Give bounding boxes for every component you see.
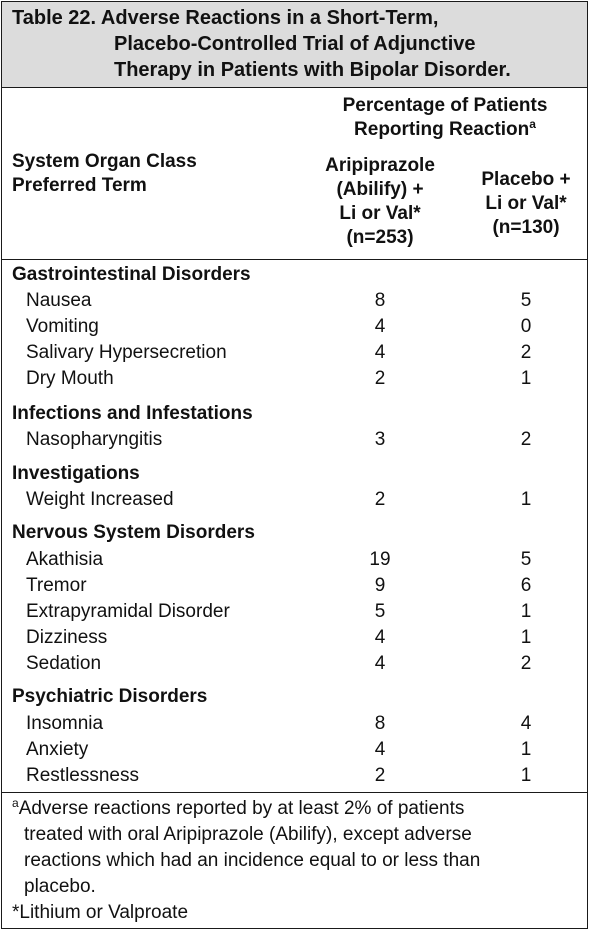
aripiprazole-header-line-1: Aripiprazole: [325, 155, 435, 176]
footnote-a-line-3: reactions which had an incidence equal to or less than: [24, 850, 481, 871]
placebo-header-line-3: (n=130): [492, 217, 560, 238]
preferred-term: Nausea: [26, 290, 92, 311]
aripiprazole-value: 3: [374, 429, 386, 450]
placebo-column-header: [464, 168, 588, 240]
placebo-value: 1: [520, 739, 532, 760]
preferred-term: Dry Mouth: [26, 368, 114, 389]
aripiprazole-value: 9: [374, 575, 386, 596]
group-label: Nervous System Disorders: [12, 522, 255, 543]
placebo-value: 2: [520, 429, 532, 450]
placebo-value: 1: [520, 765, 532, 786]
table-row: [2, 366, 587, 392]
aripiprazole-value: 8: [374, 713, 386, 734]
placebo-header-line-2: Li or Val*: [485, 193, 567, 214]
footnote-divider: [2, 792, 587, 793]
table-row: [2, 599, 587, 625]
group-label: Investigations: [12, 463, 140, 484]
preferred-term: Tremor: [26, 575, 87, 596]
adverse-reactions-table: [1, 1, 588, 929]
aripiprazole-value: 4: [374, 739, 386, 760]
footnote-a-line-1: [12, 796, 582, 822]
preferred-term: Vomiting: [26, 316, 99, 337]
preferred-term: Insomnia: [26, 713, 104, 734]
aripiprazole-value: 19: [369, 549, 391, 570]
table-row: [2, 401, 587, 427]
aripiprazole-value: 4: [374, 653, 386, 674]
placebo-header-line-1: Placebo +: [481, 169, 571, 190]
placebo-value: 1: [520, 489, 532, 510]
table-row: [2, 651, 587, 677]
table-row: [2, 763, 587, 789]
table-row: [2, 520, 587, 546]
table-caption: [2, 2, 587, 88]
group-label: Psychiatric Disorders: [12, 686, 208, 707]
preferred-term: Weight Increased: [26, 489, 174, 510]
footnote-a-marker: a: [12, 796, 19, 810]
placebo-value: 2: [520, 342, 532, 363]
table-row: [2, 737, 587, 763]
table-row: [2, 711, 587, 737]
footnote-a-line-2: treated with oral Aripiprazole (Abilify), except adverse: [24, 824, 472, 845]
caption-line-1: Table 22. Adverse Reactions in a Short-Term,: [12, 7, 439, 29]
preferred-term: Nasopharyngitis: [26, 429, 163, 450]
placebo-value: 1: [520, 368, 532, 389]
table-row: [2, 314, 587, 340]
aripiprazole-value: 4: [374, 342, 386, 363]
aripiprazole-header-line-2: (Abilify) +: [336, 179, 424, 200]
preferred-term: Extrapyramidal Disorder: [26, 601, 230, 622]
aripiprazole-value: 4: [374, 316, 386, 337]
system-organ-class-header: [12, 150, 197, 198]
preferred-term: Dizziness: [26, 627, 108, 648]
placebo-value: 1: [520, 601, 532, 622]
table-footnotes: [12, 796, 582, 926]
group-label: Gastrointestinal Disorders: [12, 264, 251, 285]
percentage-header-line-1: Percentage of Patients: [342, 95, 548, 116]
placebo-value: 0: [520, 316, 532, 337]
aripiprazole-value: 8: [374, 290, 386, 311]
group-label: Infections and Infestations: [12, 403, 253, 424]
table-row: [2, 427, 587, 453]
caption-line-2: Placebo-Controlled Trial of Adjunctive: [114, 33, 476, 55]
table-row: [2, 625, 587, 651]
table-row: [2, 288, 587, 314]
table-row: [2, 547, 587, 573]
placebo-value: 5: [520, 290, 532, 311]
header-divider: [2, 259, 587, 260]
preferred-term: Anxiety: [26, 739, 89, 760]
aripiprazole-header-line-4: (n=253): [346, 227, 414, 248]
footnote-star: *Lithium or Valproate: [12, 902, 189, 923]
caption-line-3: Therapy in Patients with Bipolar Disorder.: [114, 59, 511, 81]
aripiprazole-value: 2: [374, 489, 386, 510]
placebo-value: 4: [520, 713, 532, 734]
footnote-a-text-1: Adverse reactions reported by at least 2% of patients: [18, 798, 465, 819]
preferred-term: Salivary Hypersecretion: [26, 342, 227, 363]
aripiprazole-column-header: [302, 154, 458, 250]
aripiprazole-value: 2: [374, 765, 386, 786]
percentage-header: [302, 94, 588, 142]
preferred-term: Sedation: [26, 653, 102, 674]
preferred-term: Restlessness: [26, 765, 139, 786]
placebo-value: 6: [520, 575, 532, 596]
percentage-header-line-2: [302, 118, 588, 142]
placebo-value: 1: [520, 627, 532, 648]
aripiprazole-value: 5: [374, 601, 386, 622]
table-row: [2, 340, 587, 366]
footnote-marker-a: a: [529, 117, 536, 131]
soc-header-line-2: Preferred Term: [12, 175, 147, 196]
soc-header-line-1: System Organ Class: [12, 151, 197, 172]
table-row: [2, 461, 587, 487]
aripiprazole-value: 4: [374, 627, 386, 648]
table-row: [2, 573, 587, 599]
aripiprazole-value: 2: [374, 368, 386, 389]
percentage-header-text: Reporting Reaction: [354, 119, 530, 140]
placebo-value: 5: [520, 549, 532, 570]
table-row: [2, 262, 587, 288]
table-row: [2, 684, 587, 710]
placebo-value: 2: [520, 653, 532, 674]
footnote-a-line-4: placebo.: [24, 876, 96, 897]
table-row: [2, 487, 587, 513]
preferred-term: Akathisia: [26, 549, 104, 570]
aripiprazole-header-line-3: Li or Val*: [339, 203, 421, 224]
